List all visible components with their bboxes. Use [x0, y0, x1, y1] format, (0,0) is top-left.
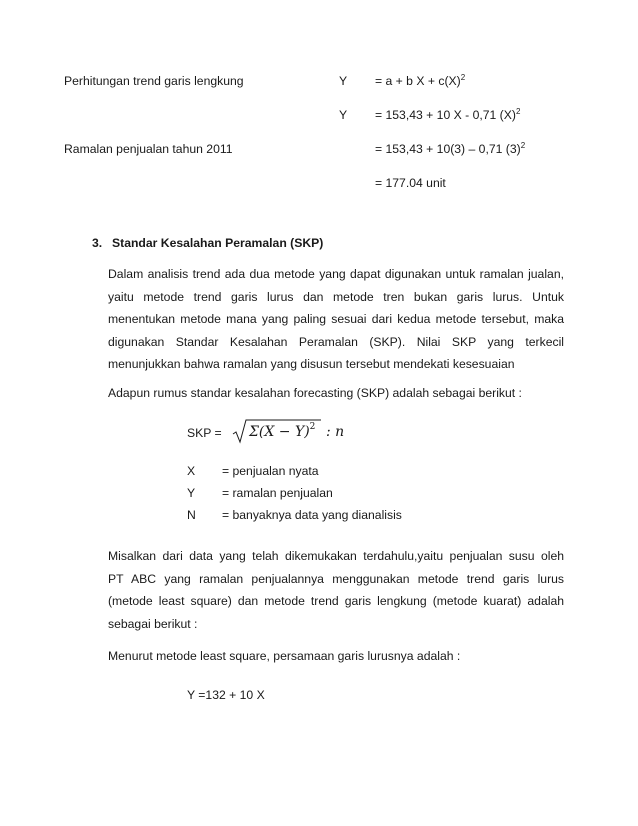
definition-desc-n: = banyaknya data yang dianalisis — [222, 508, 402, 522]
formula-tail: : n — [326, 424, 345, 440]
calc-expr-1: = a + b $X + c(X)^2$ — [375, 73, 466, 88]
calc-expr-3: = 153,43 + 10(3) – 0,71 $(3)^2$ — [375, 141, 526, 156]
section-title: Standar Kesalahan Peramalan (SKP) — [112, 236, 324, 250]
definition-desc-y: = ramalan penjualan — [222, 486, 333, 500]
paragraph-line: menunjukkan bahwa ramalan yang disusun tersebut mendekati kesesuaian — [108, 357, 515, 371]
paragraph-formula-intro: Adapun rumus standar kesalahan forecasting (SKP) adalah sebagai berikut : — [108, 386, 522, 400]
calc-label-trend: Perhitungan trend garis lengkung — [64, 74, 244, 88]
paragraph-line: sebagai berikut : — [108, 616, 198, 631]
paragraph-line: digunakan Standar Kesalahan Peramalan (SKP). Nilai SKP yang terkecil — [108, 334, 564, 349]
definition-symbol-y: Y — [187, 486, 196, 500]
calc-label-forecast: Ramalan penjualan tahun 2011 — [64, 142, 233, 156]
paragraph-example — [108, 545, 564, 635]
paragraph-least-square: Menurut metode least square, persamaan garis lurusnya adalah : — [108, 649, 461, 663]
paragraph-line: PT ABC yang ramalan penjualannya menggunakan metode trend garis lurus — [108, 571, 564, 586]
equation-linear-trend: Y =132 + 10 X — [187, 688, 265, 702]
formula-lhs: SKP = — [187, 426, 222, 440]
calc-var-y-1: Y — [339, 74, 348, 88]
calc-result: = 177.04 unit — [375, 176, 446, 190]
definition-symbol-n: N — [187, 508, 196, 522]
formula-radicand: $\Sigma(X - Y)^2$ — [249, 422, 316, 440]
calc-expr-2: = 153,43 + 10 X - 0,71 $(X)^2$ — [375, 107, 521, 122]
definition-symbol-x: X — [187, 464, 196, 478]
paragraph-line: Misalkan dari data yang telah dikemukakan terdahulu,yaitu penjualan susu oleh — [108, 549, 564, 563]
paragraph-line: menentukan metode mana yang paling sesuai dari kedua metode tersebut, maka — [108, 312, 564, 326]
paragraph-line: yaitu metode trend garis lurus dan metode tren bukan garis lurus. Untuk — [108, 289, 564, 304]
paragraph-line: (metode least square) dan metode trend garis lengkung (metode kuarat) adalah — [108, 594, 564, 608]
paragraph-skp-intro — [108, 263, 564, 376]
calc-var-y-2: Y — [339, 108, 348, 122]
paragraph-line: Dalam analisis trend ada dua metode yang dapat digunakan untuk ramalan jualan, — [108, 267, 564, 281]
section-number: 3. — [92, 236, 103, 250]
definition-desc-x: = penjualan nyata — [222, 464, 319, 478]
